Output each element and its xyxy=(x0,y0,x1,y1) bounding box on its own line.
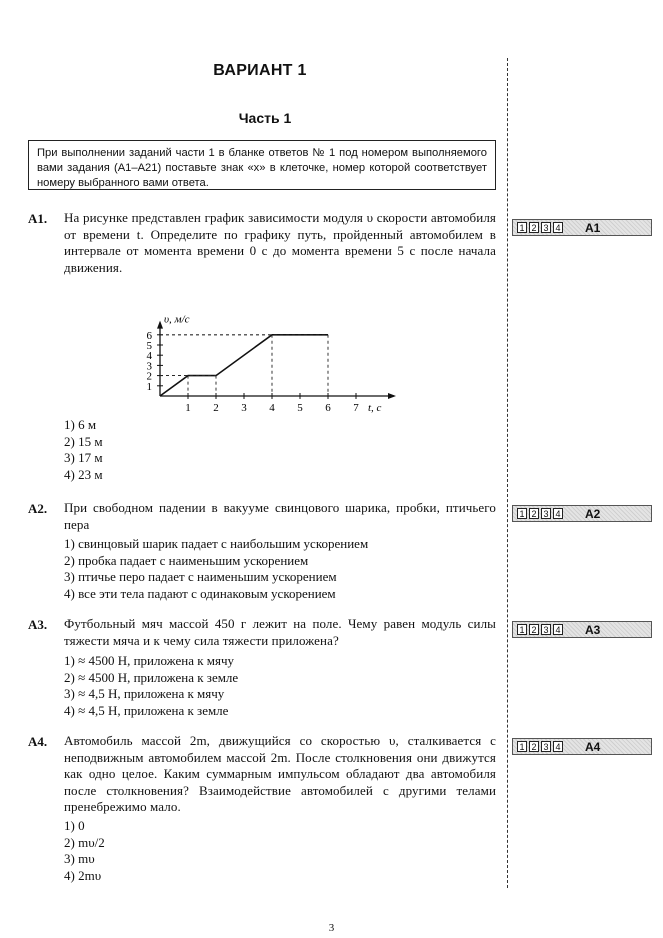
x-axis-arrow xyxy=(388,393,396,399)
x-tick-label: 4 xyxy=(269,402,275,414)
option[interactable]: 1) 0 xyxy=(64,818,85,833)
series-line xyxy=(160,335,328,396)
option[interactable]: 2) 15 м xyxy=(64,433,103,449)
y-tick-label: 4 xyxy=(146,350,152,363)
option[interactable]: 3) 17 м xyxy=(64,450,103,465)
answer-cells[interactable] xyxy=(512,505,652,522)
x-tick-label: 2 xyxy=(213,402,219,414)
x-tick-label: 5 xyxy=(297,402,303,414)
answer-cell[interactable]: 4 xyxy=(553,741,563,752)
options-list xyxy=(64,417,103,483)
answer-cell[interactable]: 3 xyxy=(541,508,551,519)
instruction-box: При выполнении заданий части 1 в бланке ответов № 1 под номером выполняемого вами задания (А1–А21) поставьте знак «х» в клеточке, номер которой соответствует номеру выбранного вами ответа. xyxy=(28,140,496,190)
answer-cell[interactable]: 2 xyxy=(529,741,539,752)
answer-cell[interactable]: 2 xyxy=(529,508,539,519)
answer-cell[interactable]: 3 xyxy=(541,222,551,233)
options-list xyxy=(64,818,105,884)
option[interactable]: 4) ≈ 4,5 Н, приложена к земле xyxy=(64,702,229,718)
answer-code: А2 xyxy=(585,507,601,521)
question-number: А3. xyxy=(28,617,48,632)
cut-line xyxy=(507,58,508,888)
answer-cell[interactable]: 4 xyxy=(553,624,563,635)
option[interactable]: 1) ≈ 4500 Н, приложена к мячу xyxy=(64,653,235,668)
answer-cell[interactable]: 3 xyxy=(541,741,551,752)
question-text: Футбольный мяч массой 450 г лежит на поле. Чему равен модуль силы тяжести мяча и к чему сила тяжести приложена? xyxy=(64,616,496,648)
page-number: 3 xyxy=(328,922,335,934)
x-tick-label: 6 xyxy=(325,402,331,414)
option[interactable]: 4) 2mυ xyxy=(64,867,102,883)
y-tick-label: 5 xyxy=(146,340,152,352)
x-tick-label: 3 xyxy=(241,402,247,414)
x-axis-label: t, с xyxy=(368,402,382,414)
x-tick-label: 7 xyxy=(353,402,359,414)
answer-cell[interactable]: 1 xyxy=(517,508,527,519)
question-number: А1. xyxy=(28,211,48,226)
option[interactable]: 3) птичье перо падает с наименьшим ускорением xyxy=(64,569,337,584)
answer-cell[interactable]: 4 xyxy=(553,508,563,519)
option[interactable]: 4) все эти тела падают с одинаковым ускорением xyxy=(64,585,336,601)
answer-cell[interactable]: 4 xyxy=(553,222,563,233)
answer-cells[interactable] xyxy=(512,219,652,236)
answer-code: А1 xyxy=(585,221,601,235)
answer-code: А3 xyxy=(585,623,601,637)
options-list xyxy=(64,653,238,719)
y-tick-label: 6 xyxy=(146,329,152,342)
option[interactable]: 1) 6 м xyxy=(64,417,97,432)
x-tick-label: 1 xyxy=(185,402,191,414)
y-tick-label: 3 xyxy=(146,360,152,373)
option[interactable]: 1) свинцовый шарик падает с наибольшим ускорением xyxy=(64,536,369,551)
option[interactable]: 2) mυ/2 xyxy=(64,834,105,850)
option[interactable]: 3) mυ xyxy=(64,851,95,866)
question-text: При свободном падении в вакууме свинцового шарика, пробки, птичьего пера xyxy=(64,500,496,532)
options-list xyxy=(64,536,368,602)
option[interactable]: 4) 23 м xyxy=(64,466,103,482)
question-text: Автомобиль массой 2m, движущийся со скоростью υ, сталкивается с неподвижным автомобилем массой 2m. После столкновения они движутся как одно целое. Каким суммарным импульсом обладают два автомобиля после столкновения? Взаимодействие автомобилей с другими телами пренебрежимо мало. xyxy=(64,733,496,814)
answer-code: А4 xyxy=(585,740,601,754)
answer-cell[interactable]: 1 xyxy=(517,222,527,233)
answer-cells[interactable] xyxy=(512,738,652,755)
question-number: А2. xyxy=(28,501,48,516)
answer-cells[interactable] xyxy=(512,621,652,638)
question-text: На рисунке представлен график зависимости модуля υ скорости автомобиля от времени t. Определите по графику путь, пройденный автомобилем в интервале от момента времени 0 с до момента времени 5 с после начала движения. xyxy=(64,210,496,275)
option[interactable]: 2) пробка падает с наименьшим ускорением xyxy=(64,552,309,568)
answer-cell[interactable]: 1 xyxy=(517,624,527,635)
answer-cell[interactable]: 1 xyxy=(517,741,527,752)
question-number: А4. xyxy=(28,734,48,749)
y-axis-arrow xyxy=(157,321,163,329)
chart-layer xyxy=(147,314,397,414)
velocity-chart xyxy=(140,280,400,415)
answer-cell[interactable]: 3 xyxy=(541,624,551,635)
answer-cell[interactable]: 2 xyxy=(529,624,539,635)
answer-cell[interactable]: 2 xyxy=(529,222,539,233)
part-title: Часть 1 xyxy=(238,110,292,126)
y-axis-label: υ, м/с xyxy=(164,313,190,326)
y-tick-label: 1 xyxy=(146,380,152,393)
option[interactable]: 2) ≈ 4500 Н, приложена к земле xyxy=(64,669,239,685)
page-title: ВАРИАНТ 1 xyxy=(213,62,307,79)
y-tick-label: 2 xyxy=(146,370,152,383)
option[interactable]: 3) ≈ 4,5 Н, приложена к мячу xyxy=(64,686,225,701)
